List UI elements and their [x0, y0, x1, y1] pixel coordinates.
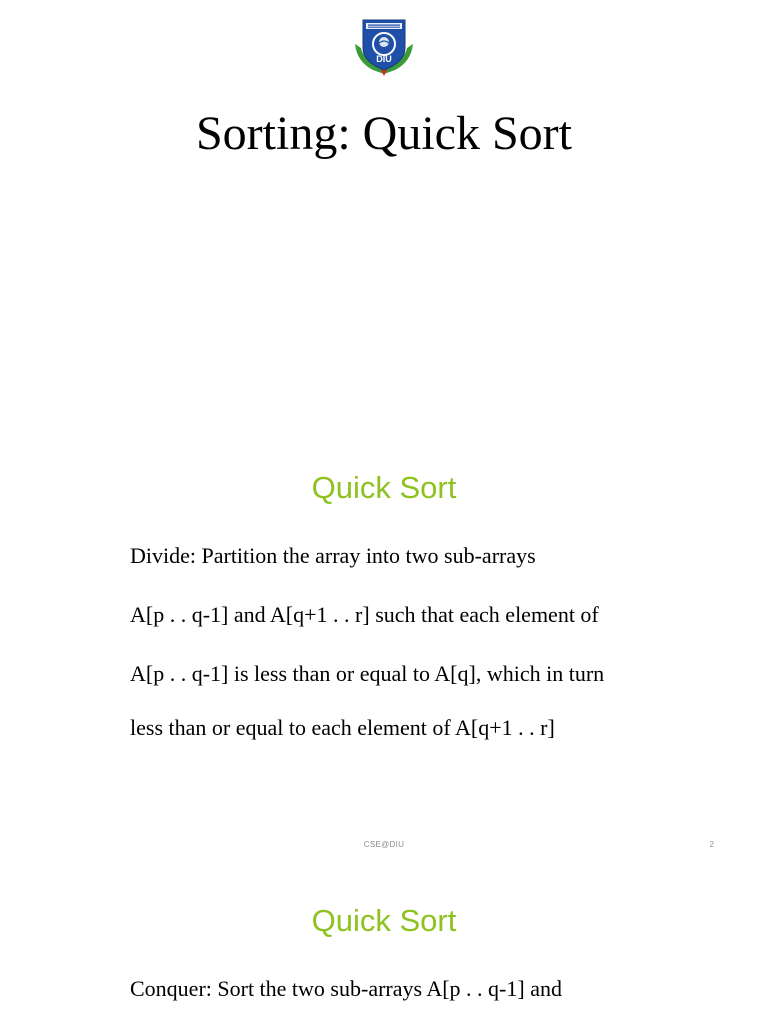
logo-text: DIU — [376, 54, 392, 64]
title-slide — [0, 0, 768, 430]
diu-logo — [353, 14, 415, 78]
content-slide-conquer — [0, 866, 768, 1024]
slide-footer: CSE@DIU — [363, 840, 405, 849]
body-line: A[p . . q-1] and A[q+1 . . r] such that each element of — [130, 602, 599, 627]
slide-title: Quick Sort — [311, 903, 457, 938]
body-line: Divide: Partition the array into two sub-arrays — [130, 543, 536, 568]
body-line: A[p . . q-1] is less than or equal to A[q], which in turn — [130, 661, 605, 686]
body-line: Conquer: Sort the two sub-arrays A[p . . q-1] and — [130, 976, 562, 1001]
body-line: less than or equal to each element of A[q+1 . . r] — [130, 715, 555, 740]
main-title: Sorting: Quick Sort — [195, 107, 572, 160]
slide-title: Quick Sort — [311, 470, 457, 505]
page-number: 2 — [709, 840, 714, 849]
content-slide-divide — [0, 432, 768, 864]
